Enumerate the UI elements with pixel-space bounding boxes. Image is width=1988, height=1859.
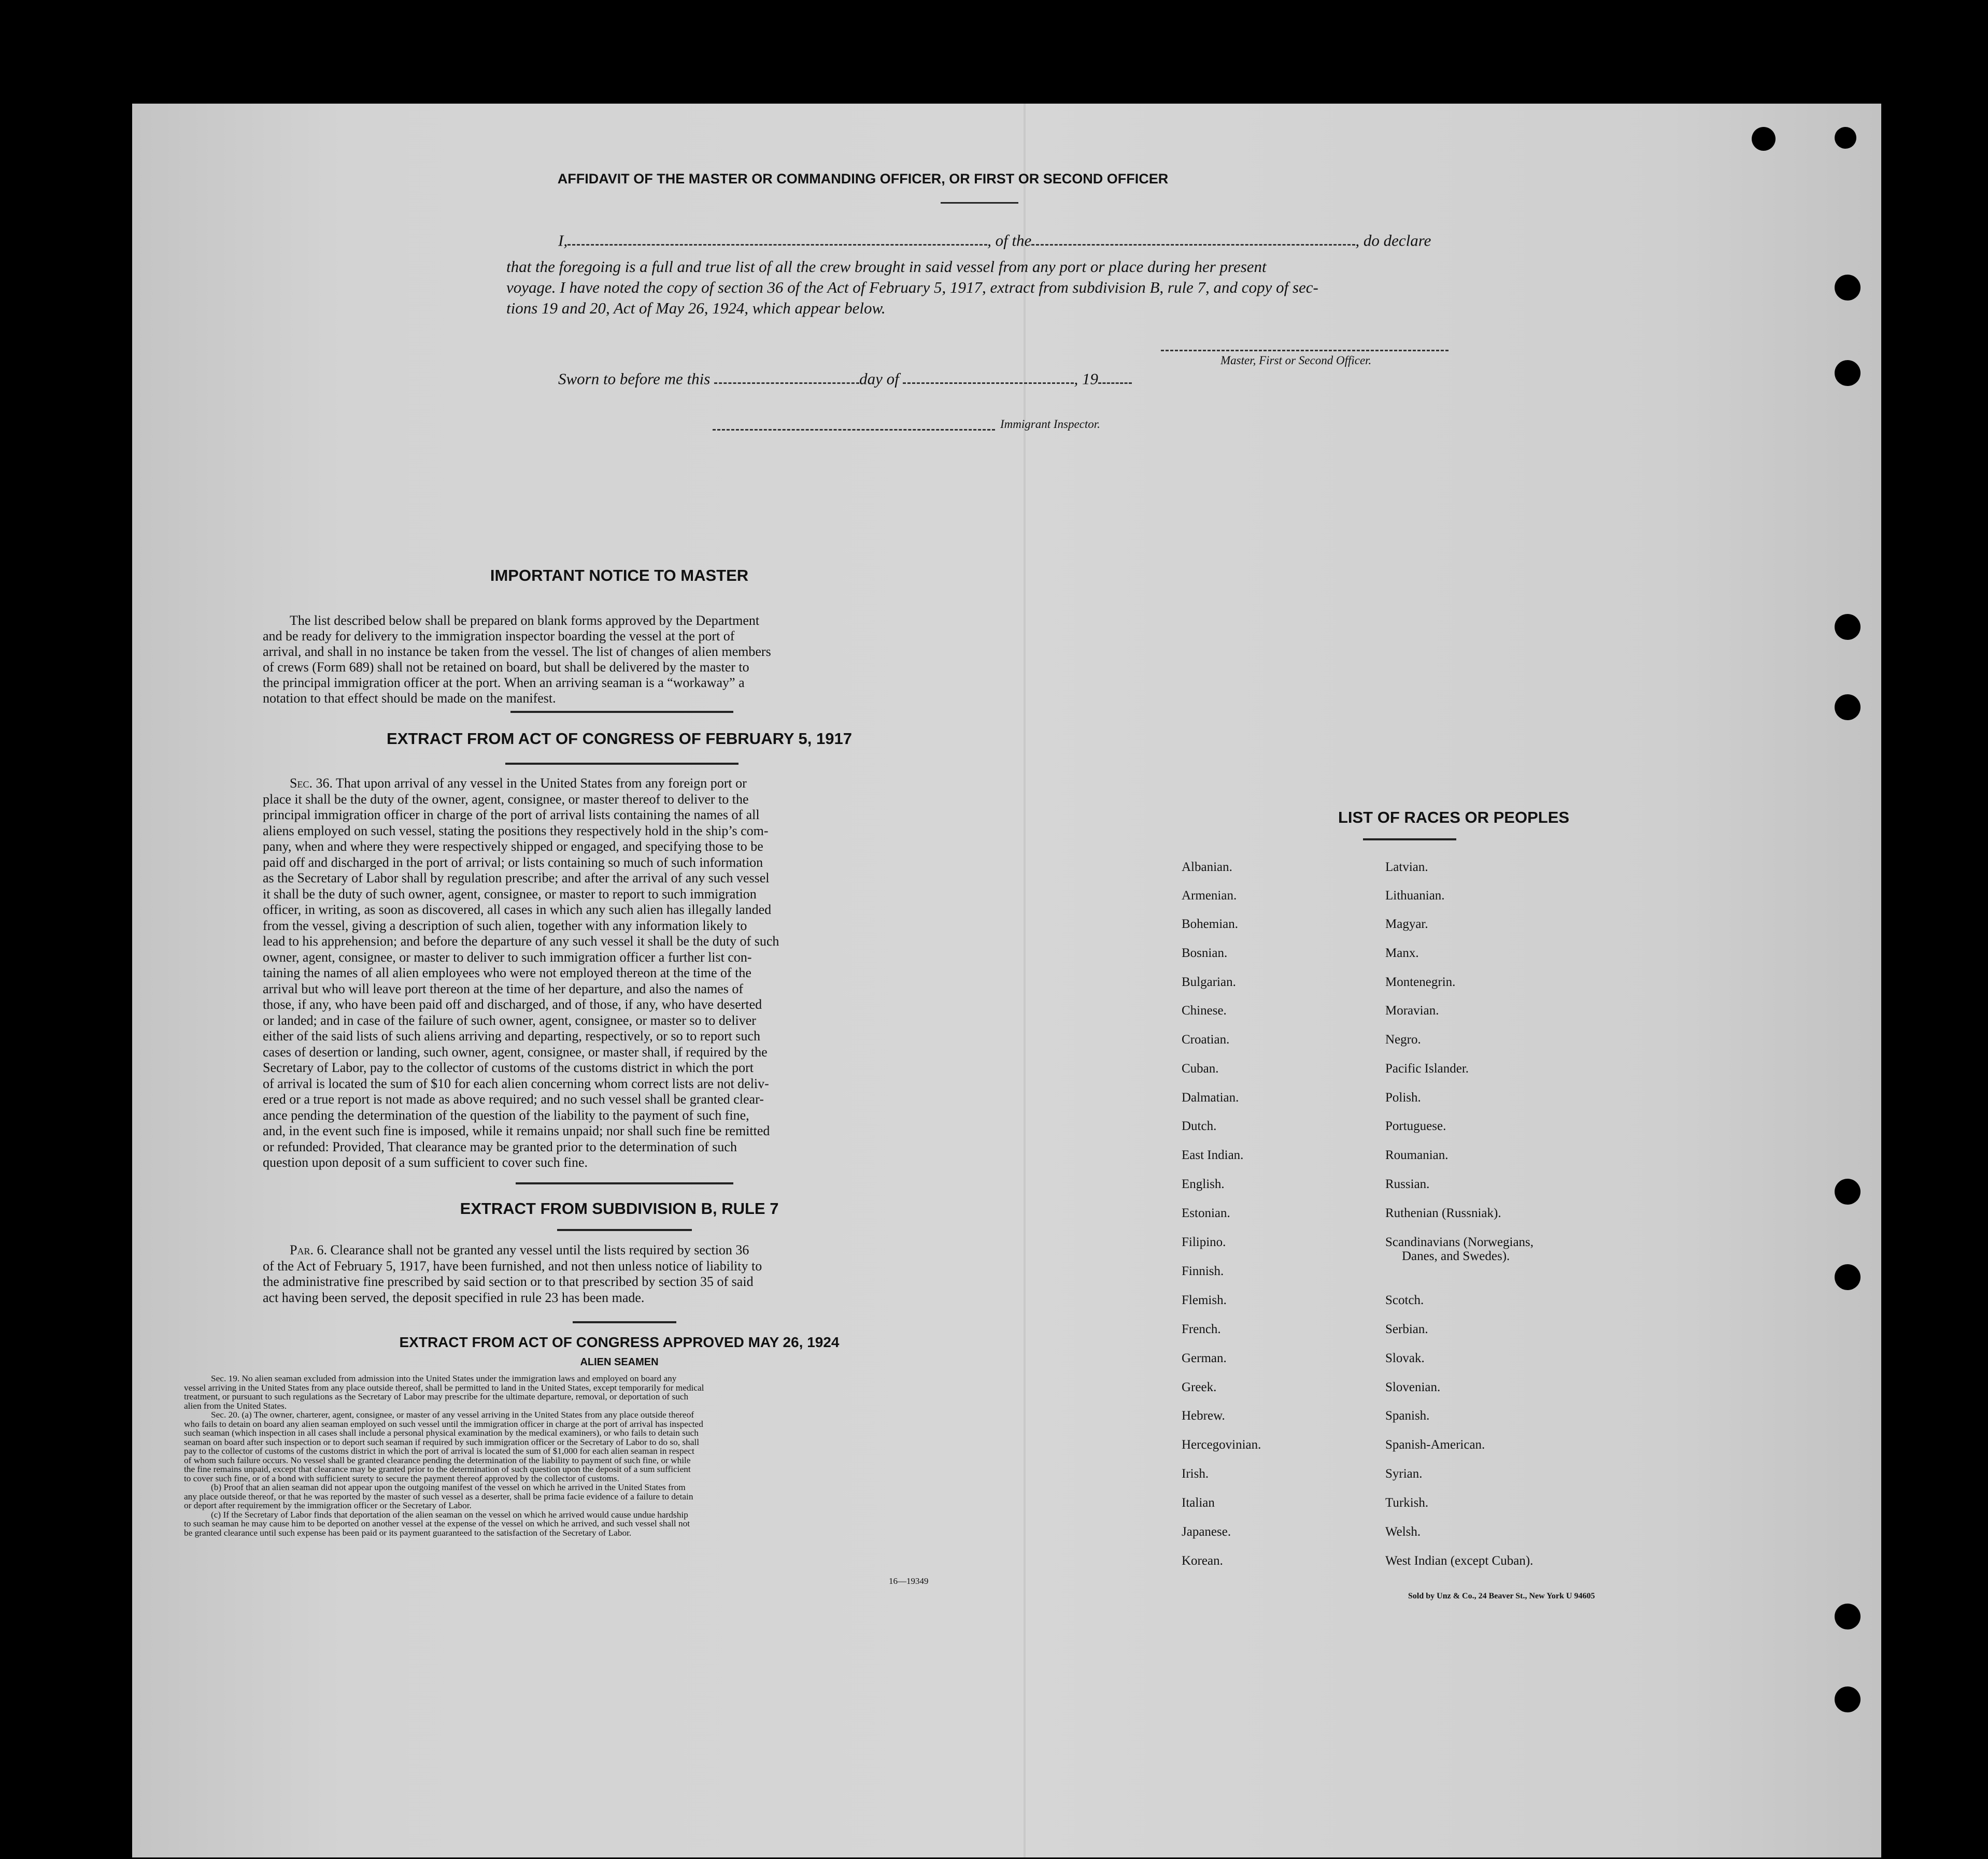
race-entry: Latvian. <box>1385 860 1428 874</box>
sec20c-line: (c) If the Secretary of Labor finds that deportation of the alien seaman on the vessel on which he arrived would cause undue hardship <box>211 1509 688 1520</box>
section-36-line: question upon deposit of a sum sufficient to cover such fine. <box>263 1155 588 1170</box>
section-36-line: cases of desertion or landing, such owner, agent, consignee, or master shall, if required by the <box>263 1044 768 1060</box>
notice-line: The list described below shall be prepared on blank forms approved by the Department <box>290 613 760 628</box>
paragraph-label: Par. 6. <box>290 1242 327 1257</box>
section-divider <box>1363 838 1456 840</box>
section-divider <box>557 1229 692 1231</box>
section-36-line: arrival but who will leave port thereon at the time of her departure, and also the names of <box>263 981 743 996</box>
section-36-line: paid off and discharged in the port of arrival; or lists containing so much of such information <box>263 854 763 870</box>
race-entry: Magyar. <box>1385 917 1428 931</box>
section-36-line: it shall be the duty of such owner, agent, consignee, or master to report to such immigration <box>263 886 757 902</box>
sec20c-line: to such seaman he may cause him to be deported on another vessel at the expense of the vessel on which he arrived, and such vessel shall not <box>184 1519 690 1528</box>
race-entry: Russian. <box>1385 1177 1430 1191</box>
section-36-line: Secretary of Labor, pay to the collector of customs of the customs district in which the port <box>263 1060 754 1075</box>
race-entry: Bosnian. <box>1182 946 1228 960</box>
punch-hole <box>1835 127 1856 149</box>
rule7-line: the administrative fine prescribed by said section or to that prescribed by section 35 of said <box>263 1274 754 1289</box>
extract-1917-title: EXTRACT FROM ACT OF CONGRESS OF FEBRUARY 5, 1917 <box>387 730 852 748</box>
rule7-line: act having been served, the deposit specified in rule 23 has been made. <box>263 1290 645 1305</box>
sec20-line: to cover such fine, or of a bond with sufficient surety to secure the payment thereof approved by the collector of customs. <box>184 1473 619 1483</box>
race-entry: Chinese. <box>1182 1004 1227 1018</box>
race-entry: Spanish-American. <box>1385 1438 1485 1452</box>
punch-hole <box>1835 1604 1861 1629</box>
sec20b-line: any place outside thereof, or that he was reported by the master of such vessel as a deserter, shall be prima facie evidence of a failure to detain <box>184 1491 693 1502</box>
race-entry: Negro. <box>1385 1033 1421 1047</box>
race-entry: Croatian. <box>1182 1033 1230 1047</box>
extract-1917-body <box>263 776 977 1171</box>
race-entry: Estonian. <box>1182 1206 1230 1220</box>
sworn-day-blank[interactable] <box>714 369 859 384</box>
sworn-line <box>558 369 1132 388</box>
section-36-line: lead to his apprehension; and before the departure of any such vessel it shall be the duty of such <box>263 934 779 949</box>
section-divider <box>510 711 733 713</box>
notice-line: notation to that effect should be made on the manifest. <box>263 691 556 706</box>
sec20-line: the fine remains unpaid, except that clearance may be granted prior to the determination of such question upon the deposit of a sum sufficient <box>184 1464 691 1474</box>
race-entry: Portuguese. <box>1385 1119 1446 1133</box>
day-of-text: day of <box>859 369 899 388</box>
sec20-line: Sec. 20. (a) The owner, charterer, agent, consignee, or master of any vessel arriving in the United States from any place outside thereof <box>211 1410 694 1420</box>
race-entry: Ruthenian (Russniak). <box>1385 1206 1501 1220</box>
punch-hole <box>1835 1179 1861 1205</box>
punch-hole <box>1835 1686 1861 1712</box>
race-entry: Pacific Islander. <box>1385 1062 1469 1076</box>
section-divider <box>505 763 739 765</box>
name-blank[interactable] <box>567 231 987 246</box>
race-entry: Syrian. <box>1385 1467 1423 1481</box>
extract-rule7-title: EXTRACT FROM SUBDIVISION B, RULE 7 <box>460 1199 779 1218</box>
extract-1924-title: EXTRACT FROM ACT OF CONGRESS APPROVED MAY 26, 1924 <box>399 1334 840 1350</box>
sec20-line: seaman on board after such inspection or to deport such seaman if required by such immigration officer or the Secretary of Labor to do so, shall <box>184 1437 700 1447</box>
master-signature-label: Master, First or Second Officer. <box>1220 354 1372 367</box>
section-36-line: from the vessel, giving a description of such alien, together with any information likely to <box>263 918 747 933</box>
section-36-line: of arrival is located the sum of $10 for each alien concerning whom correct lists are not deliv- <box>263 1076 769 1091</box>
section-36-text: That upon arrival of any vessel in the United States from any foreign port or <box>336 776 747 791</box>
race-entry: French. <box>1182 1322 1221 1336</box>
race-entry: Flemish. <box>1182 1293 1227 1307</box>
race-entry: Roumanian. <box>1385 1148 1449 1162</box>
master-signature-line[interactable] <box>1161 350 1449 351</box>
affidavit-title: AFFIDAVIT OF THE MASTER OR COMMANDING OFFICER, OR FIRST OR SECOND OFFICER <box>557 171 1169 187</box>
race-entry: Filipino. <box>1182 1235 1226 1249</box>
race-entry: Spanish. <box>1385 1409 1430 1423</box>
vessel-blank[interactable] <box>1031 231 1355 246</box>
race-entry: Bohemian. <box>1182 917 1239 931</box>
do-declare-text: , do declare <box>1355 231 1431 250</box>
extract-rule7-body <box>263 1242 977 1306</box>
section-36-line: those, if any, who have been paid off and discharged, and of those, if any, who have deserted <box>263 997 762 1012</box>
race-entry: Slovak. <box>1385 1351 1425 1365</box>
race-entry: Manx. <box>1385 946 1419 960</box>
race-entry: Dutch. <box>1182 1119 1217 1133</box>
notice-line: the principal immigration officer at the port. When an arriving seaman is a “workaway” a <box>263 675 745 690</box>
sec19-line: alien from the United States. <box>184 1400 287 1411</box>
rule7-line: of the Act of February 5, 1917, have been furnished, and not then unless notice of liability to <box>263 1258 762 1274</box>
fold-crease <box>1024 104 1026 1857</box>
race-entry: Dalmatian. <box>1182 1091 1239 1105</box>
sworn-text: Sworn to before me this <box>558 369 711 388</box>
section-36-line: taining the names of all alien employees who were not employed thereon at the time of the <box>263 965 751 980</box>
race-entry: Serbian. <box>1385 1322 1428 1336</box>
race-entry: Scandinavians (Norwegians, <box>1385 1235 1534 1249</box>
punch-hole <box>1835 694 1861 720</box>
sec20-line: of whom such failure occurs. No vessel shall be granted clearance pending the determination of the liability to payment of such fine, or while <box>184 1455 691 1465</box>
notice-body <box>263 613 977 706</box>
sworn-year-blank[interactable] <box>1098 369 1132 384</box>
sold-by-imprint: Sold by Unz & Co., 24 Beaver St., New York U 94605 <box>1408 1592 1595 1600</box>
form-number: 16—19349 <box>889 1576 929 1586</box>
of-the-text: , of the <box>987 231 1032 250</box>
race-entry: Italian <box>1182 1496 1215 1510</box>
race-entry: West Indian (except Cuban). <box>1385 1554 1533 1568</box>
section-36-line: or refunded: Provided, That clearance may be granted prior to the determination of such <box>263 1139 737 1154</box>
race-entry: Scotch. <box>1385 1293 1424 1307</box>
year-prefix: , 19 <box>1074 369 1098 388</box>
section-divider <box>516 1182 733 1184</box>
race-entry: Hebrew. <box>1182 1409 1225 1423</box>
affidavit-line3: voyage. I have noted the copy of section 36 of the Act of February 5, 1917, extract from subdivision B, rule 7, and copy of sec- <box>506 278 1318 296</box>
section-36-line: principal immigration officer in charge of the port of arrival lists containing the names of all <box>263 807 760 822</box>
race-entry: Polish. <box>1385 1091 1421 1105</box>
section-36-line: ered or a true report is not made as above required; and no such vessel shall be granted clear- <box>263 1092 764 1107</box>
i-prefix: I, <box>558 231 568 250</box>
sec20b-line: or deport after requirement by the immigration officer or the Secretary of Labor. <box>184 1500 472 1510</box>
sec20b-line: (b) Proof that an alien seaman did not appear upon the outgoing manifest of the vessel on which he arrived in the United States from <box>211 1482 686 1492</box>
affidavit-line2: that the foregoing is a full and true list of all the crew brought in said vessel from any port or place during her present <box>506 258 1267 276</box>
sec20c-line: be granted clearance until such expense has been paid or its payment guaranteed to the satisfaction of the Secretary of Labor. <box>184 1527 632 1538</box>
section-36-line: either of the said lists of such aliens arriving and departing, respectively, or so to report such <box>263 1028 761 1043</box>
race-entry: Cuban. <box>1182 1062 1219 1076</box>
section-label: Sec. 36. <box>290 776 333 791</box>
section-36-line: or landed; and in case of the failure of such owner, agent, consignee, or master so to deliver <box>263 1012 756 1028</box>
affidavit-line1 <box>558 231 1618 250</box>
race-entry: Montenegrin. <box>1385 975 1456 989</box>
race-entry: Welsh. <box>1385 1525 1421 1539</box>
race-entry: Irish. <box>1182 1467 1209 1481</box>
race-entry: Bulgarian. <box>1182 975 1236 989</box>
race-entry: Hercegovinian. <box>1182 1438 1261 1452</box>
section-36-line <box>263 776 977 792</box>
document-page <box>132 104 1881 1857</box>
inspector-label: Immigrant Inspector. <box>1000 418 1100 431</box>
section-divider <box>573 1321 676 1323</box>
section-36-line: owner, agent, consignee, or master to deliver to such immigration officer a further list con- <box>263 949 752 965</box>
sec20-line: such seaman (which inspection in all cases shall include a personal physical examination by the medical examiners), or who fails to detain such <box>184 1428 699 1438</box>
punch-hole <box>1752 127 1776 151</box>
title-underline <box>941 202 1018 204</box>
inspector-signature-line[interactable] <box>713 429 995 431</box>
race-entry: Greek. <box>1182 1380 1217 1394</box>
race-entry: Finnish. <box>1182 1264 1224 1278</box>
extract-1924-body <box>184 1374 1065 1537</box>
race-entry: East Indian. <box>1182 1148 1244 1162</box>
race-entry: Turkish. <box>1385 1496 1429 1510</box>
section-36-line: pany, when and where they were respectively shipped or engaged, and specifying those to be <box>263 839 763 854</box>
sworn-month-blank[interactable] <box>903 369 1074 384</box>
notice-line: arrival, and shall in no instance be taken from the vessel. The list of changes of alien members <box>263 644 771 659</box>
race-entry: Japanese. <box>1182 1525 1231 1539</box>
race-entry: Danes, and Swedes). <box>1402 1249 1510 1263</box>
sec19-line: treatment, or pursuant to such regulations as the Secretary of Labor may prescribe for the ultimate departure, removal, or deportation of such <box>184 1392 689 1402</box>
sec19-line: Sec. 19. No alien seaman excluded from admission into the United States under the immigration laws and employed on board any <box>211 1374 677 1383</box>
punch-hole <box>1835 1264 1861 1290</box>
section-36-line: and, in the event such fine is imposed, while it remains unpaid; nor shall such fine be remitted <box>263 1123 770 1138</box>
affidavit-line4: tions 19 and 20, Act of May 26, 1924, which appear below. <box>506 299 886 317</box>
notice-title: IMPORTANT NOTICE TO MASTER <box>490 566 749 584</box>
notice-line: and be ready for delivery to the immigration inspector boarding the vessel at the port of <box>263 628 735 644</box>
alien-seamen-subtitle: ALIEN SEAMEN <box>580 1356 659 1368</box>
sec20-line: pay to the collector of customs of the customs district in which the port of arrival is located the sum of $1,000 for each alien seaman in respect <box>184 1446 694 1456</box>
punch-hole <box>1835 360 1861 386</box>
sec19-line: vessel arriving in the United States from any place outside thereof, shall be permitted to land in the United States, except temporarily for medical <box>184 1382 704 1393</box>
race-entry: German. <box>1182 1351 1227 1365</box>
section-36-line: ance pending the determination of the question of the liability to the payment of such fine, <box>263 1107 749 1123</box>
race-entry: Moravian. <box>1385 1004 1439 1018</box>
section-36-line: aliens employed on such vessel, stating the positions they respectively hold in the ship’s com- <box>263 823 769 838</box>
section-36-line: as the Secretary of Labor shall by regulation prescribe; and after the arrival of any such vessel <box>263 870 770 885</box>
races-title: LIST OF RACES OR PEOPLES <box>1338 808 1570 826</box>
notice-line: of crews (Form 689) shall not be retained on board, but shall be delivered by the master to <box>263 660 749 675</box>
race-entry: Armenian. <box>1182 889 1237 903</box>
affidavit-body <box>506 256 1618 319</box>
race-entry: Lithuanian. <box>1385 889 1445 903</box>
race-entry: Slovenian. <box>1385 1380 1441 1394</box>
rule7-line <box>263 1242 977 1259</box>
race-entry: Albanian. <box>1182 860 1232 874</box>
sec20-line: who fails to detain on board any alien seaman employed on such vessel until the immigration officer in charge at the port of arrival has inspected <box>184 1419 703 1429</box>
section-36-line: place it shall be the duty of the owner, agent, consignee, or master thereof to deliver to the <box>263 791 749 807</box>
section-36-line: officer, in writing, as soon as discovered, all cases in which any such alien has illegally landed <box>263 902 772 917</box>
punch-hole <box>1835 614 1861 640</box>
punch-hole <box>1835 275 1861 301</box>
rule7-text: Clearance shall not be granted any vessel until the lists required by section 36 <box>330 1242 749 1257</box>
race-entry: Korean. <box>1182 1554 1223 1568</box>
race-entry: English. <box>1182 1177 1225 1191</box>
